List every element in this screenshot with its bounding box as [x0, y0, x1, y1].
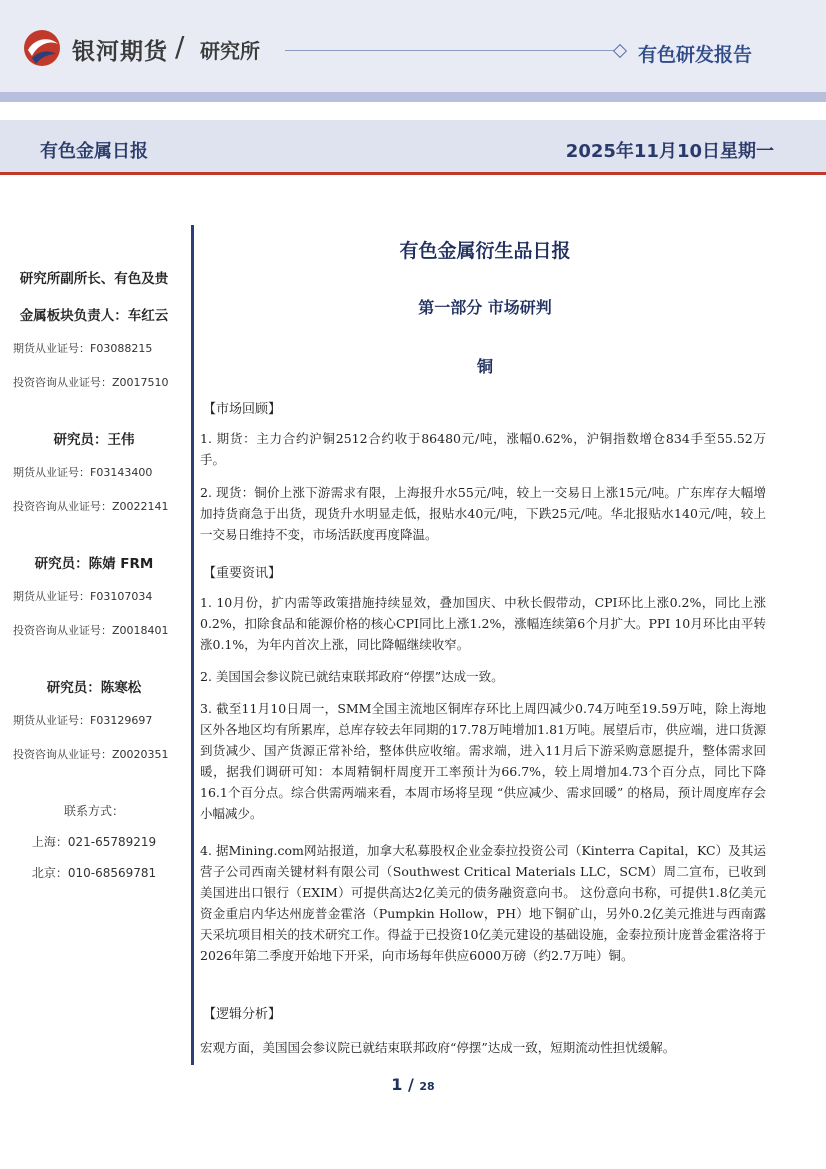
review-futures: 1. 期货：主力合约沪铜2512合约收于86480元/吨，涨幅0.62%，沪铜指数增仓834手至55.52万手。	[200, 431, 766, 467]
contact-beijing: 北京：010-68569781	[31, 866, 157, 880]
section-title: 第一部分 市场研判	[418, 298, 552, 317]
header-rule	[285, 50, 620, 51]
current-page: 1	[391, 1075, 403, 1094]
researcher-name: 研究员：王伟	[53, 432, 135, 448]
researcher-invest-id: 投资咨询从业证号：Z0018401	[13, 624, 169, 637]
document-title: 有色金属衍生品日报	[399, 240, 571, 262]
researcher-invest-id: 投资咨询从业证号：Z0020351	[13, 748, 169, 761]
researcher-invest-id: 投资咨询从业证号：Z0022141	[13, 500, 169, 513]
page-separator: /	[402, 1075, 420, 1094]
logic-macro: 宏观方面，美国国会参议院已就结束联邦政府“停摆”达成一致，短期流动性担忧缓解。	[200, 1040, 676, 1055]
page-number	[0, 1075, 826, 1094]
sidebar-divider	[191, 225, 194, 1065]
total-pages: 28	[419, 1080, 435, 1093]
tag-market-review: 【市场回顾】	[203, 402, 282, 417]
researcher-futures-id: 期货从业证号：F03129697	[13, 714, 153, 727]
researcher-name: 研究员：陈婧 FRM	[34, 556, 154, 572]
brand-slash: /	[175, 30, 185, 63]
review-spot: 2. 现货：铜价上涨下游需求有限，上海报升水55元/吨，较上一交易日上涨15元/吨。广东库存大幅增加持货商急于出货，现货升水明显走低，报贴水40元/吨，下跌25元/吨。华北报贴水140元/吨，较上一交易日维持不变，市场活跃度再度降温。	[200, 485, 766, 542]
contact-label: 联系方式：	[63, 804, 124, 818]
title-band-underline	[0, 172, 826, 175]
report-type: 有色研发报告	[638, 44, 753, 66]
sidebar	[0, 260, 188, 881]
galaxy-logo-icon	[22, 28, 62, 68]
brand-name: 银河期货	[72, 39, 168, 65]
news-item: 3. 截至11月10日周一，SMM全国主流地区铜库存环比上周四减少0.74万吨至19.59万吨，除上海地区外各地区均有所累库，总库存较去年同期的17.78万吨增加1.81万吨。展望后市，供应端，进口货源到货减少、国产货源正常补给，整体供应收缩。需求端，进入11月后下游采购意愿提升，整体需求回暖，据我们调研可知：本周精铜杆周度开工率预计为66.7%，较上周增加4.73个百分点，同比下降16.1个百分点。综合供需两端来看，本周市场将呈现 “供应减少、需求回暖” 的格局，预计周度库存会小幅减少。	[200, 701, 766, 821]
researcher-futures-id: 期货从业证号：F03107034	[13, 590, 153, 603]
contact-shanghai: 上海：021-65789219	[31, 835, 157, 849]
news-item: 2. 美国国会参议院已就结束联邦政府“停摆”达成一致。	[200, 669, 504, 684]
lead-title-line2: 金属板块负责人：车红云	[19, 308, 169, 324]
report-date: 2025年11月10日星期一	[565, 141, 774, 162]
band-title: 有色金属日报	[40, 141, 148, 162]
tag-key-news: 【重要资讯】	[203, 566, 282, 581]
news-item: 1. 10月份，扩内需等政策措施持续显效，叠加国庆、中秋长假带动，CPI环比上涨0.2%，同比上涨0.2%，扣除食品和能源价格的核心CPI同比上涨1.2%，涨幅连续第6个月扩大。PPI 10月环比由平转涨0.1%，为年内首次上涨，同比降幅继续收窄。	[200, 595, 766, 652]
researcher-name: 研究员：陈寒松	[46, 680, 142, 696]
lead-futures-id: 期货从业证号：F03088215	[13, 342, 153, 355]
news-item: 4. 据Mining.com网站报道，加拿大私募股权企业金泰拉投资公司（Kinterra Capital，KC）及其运营子公司西南关键材料有限公司（Southwest Critical Materials LLC，SCM）周二宣布，已收到美国进出口银行（EXIM）可提供高达2亿美元的债务融资意向书。 这份意向书称，可提供1.8亿美元资金重启内华达州庞普金霍洛（Pumpkin Hollow，PH）地下铜矿山，另外0.2亿美元推进与西南露天采坑项目相关的技术研究工作。得益于已投资10亿美元建设的基础设施，金泰拉预计庞普金霍洛将于2026年第二季度开始地下开采，向市场每年供应6000万磅（约2.7万吨）铜。	[200, 843, 766, 963]
lead-invest-id: 投资咨询从业证号：Z0017510	[13, 376, 169, 389]
tag-logic-analysis: 【逻辑分析】	[203, 1007, 282, 1022]
header-stripe	[0, 92, 826, 102]
lead-title-line1: 研究所副所长、有色及贵	[19, 271, 169, 287]
institute-name: 研究所	[200, 39, 260, 63]
researcher-futures-id: 期货从业证号：F03143400	[13, 466, 153, 479]
metal-heading: 铜	[476, 357, 493, 376]
